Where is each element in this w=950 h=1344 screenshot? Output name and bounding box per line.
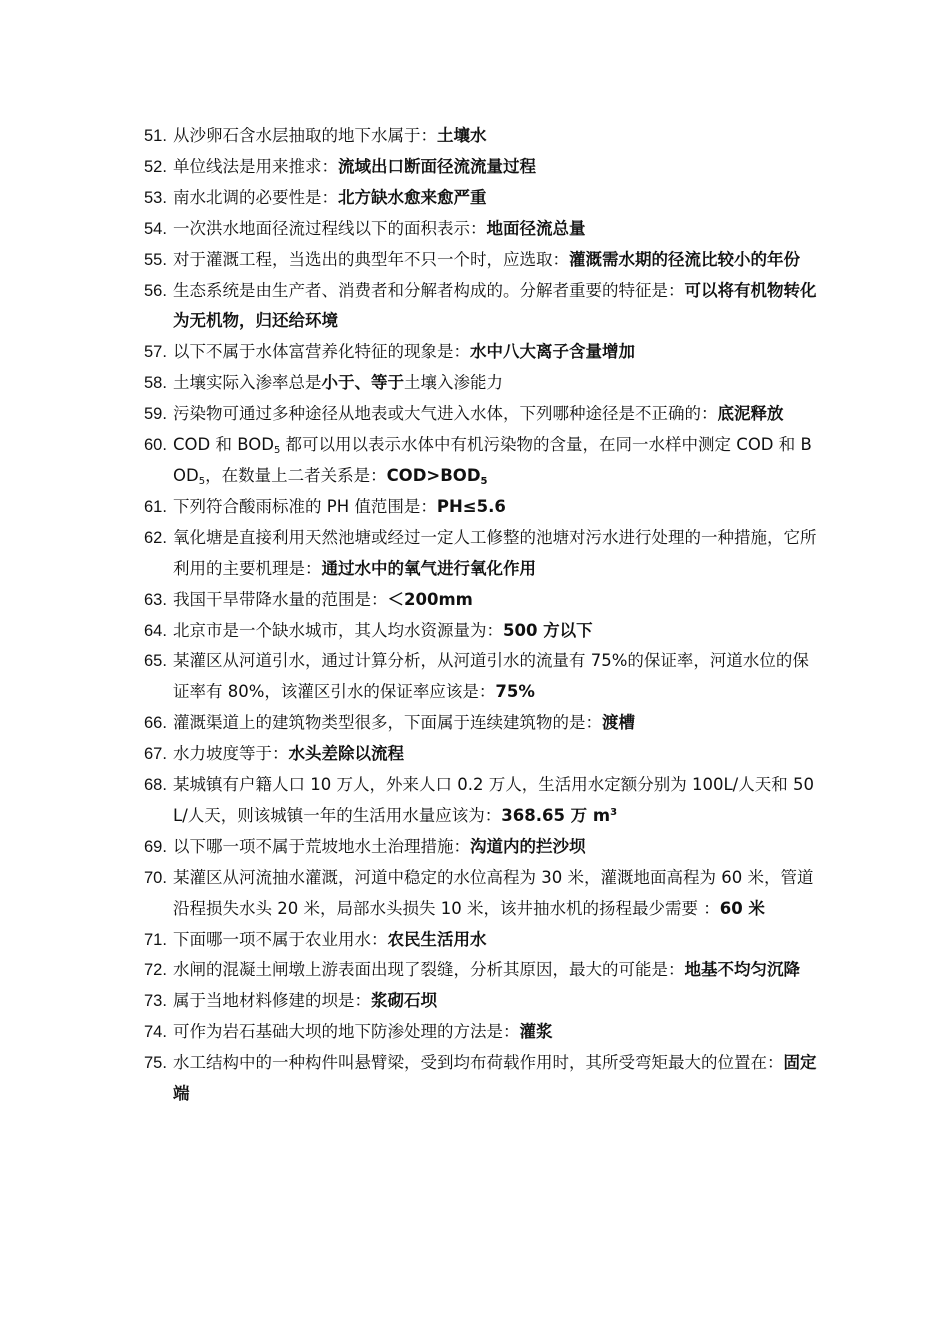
question-number: 60. [144, 436, 167, 455]
answer-text: 5 [480, 475, 488, 487]
question-item [144, 925, 820, 956]
answer-text: 可以将有机物转化为无机物，归还给环境 [173, 280, 817, 331]
question-text: 水力坡度等于： [173, 744, 289, 764]
question-number: 55. [144, 250, 167, 269]
answer-text: 小于、等于 [321, 373, 404, 393]
question-item [144, 1017, 820, 1048]
answer-text: 75% [495, 682, 535, 702]
question-number: 63. [144, 590, 167, 609]
question-number: 75. [144, 1054, 167, 1073]
question-number: 59. [144, 405, 167, 424]
answer-text: 通过水中的氧气进行氧化作用 [321, 558, 536, 578]
question-text: 以下不属于水体富营养化特征的现象是： [173, 342, 470, 362]
question-text: 属于当地材料修建的坝是： [173, 991, 371, 1011]
question-item [144, 955, 820, 986]
question-text: 水闸的混凝土闸墩上游表面出现了裂缝，分析其原因，最大的可能是： [173, 960, 685, 980]
question-number: 73. [144, 992, 167, 1011]
question-item [144, 708, 820, 739]
answer-text: ＜200mm [387, 589, 473, 609]
question-item [144, 430, 820, 492]
question-text: 下面哪一项不属于农业用水： [173, 929, 388, 949]
question-number: 71. [144, 930, 167, 949]
answer-text: 沟道内的拦沙坝 [470, 836, 586, 856]
question-number: 61. [144, 497, 167, 516]
answer-text: COD>BOD [386, 465, 481, 485]
question-text: 生态系统是由生产者、消费者和分解者构成的。分解者重要的特征是： [173, 280, 685, 300]
question-text: 从沙卵石含水层抽取的地下水属于： [173, 126, 437, 145]
question-item [144, 986, 820, 1017]
question-number: 53. [144, 188, 167, 207]
question-text: 氧化塘是直接利用天然池塘或经过一定人工修整的池塘对污水进行处理的一种措施，它所利用的主要机理是： [173, 527, 817, 578]
answer-text: 水头差除以流程 [288, 744, 404, 764]
question-text: 可作为岩石基础大坝的地下防渗处理的方法是： [173, 1022, 520, 1042]
answer-text: 浆砌石坝 [371, 991, 437, 1011]
question-item [144, 214, 820, 245]
question-item [144, 739, 820, 770]
question-text: 以下哪一项不属于荒坡地水土治理措施： [173, 836, 470, 856]
question-item [144, 183, 820, 214]
question-number: 64. [144, 621, 167, 640]
answer-text: 底泥释放 [717, 404, 784, 424]
question-item [144, 368, 820, 399]
answer-text: 灌溉需水期的径流比较小的年份 [569, 249, 800, 269]
question-list [144, 121, 820, 1110]
question-item [144, 337, 820, 368]
question-text: 下列符合酸雨标准的 PH 值范围是： [173, 496, 437, 516]
answer-text: 固定端 [173, 1053, 817, 1104]
question-number: 72. [144, 961, 167, 980]
answer-text: 3 [610, 806, 618, 818]
question-number: 62. [144, 528, 167, 547]
question-item [144, 492, 820, 523]
question-text: 某灌区从河流抽水灌溉，河道中稳定的水位高程为 30 米，灌溉地面高程为 60 米，管道沿程损失水头 20 米，局部水头损失 10 米，该井抽水机的扬程最少需要 ： [173, 867, 814, 918]
question-item [144, 245, 820, 276]
question-item [144, 276, 820, 338]
answer-text: 地面径流总量 [486, 218, 586, 238]
question-text: 一次洪水地面径流过程线以下的面积表示： [173, 218, 487, 238]
question-item [144, 646, 820, 708]
question-text: 5 [198, 475, 206, 487]
question-text: 南水北调的必要性是： [173, 187, 338, 207]
answer-text: 灌浆 [519, 1022, 553, 1042]
answer-text: 农民生活用水 [387, 929, 487, 949]
question-item [144, 585, 820, 616]
question-text: 单位线法是用来推求： [173, 156, 338, 176]
answer-text: 水中八大离子含量增加 [470, 342, 635, 362]
answer-text: 60 米 [719, 898, 765, 918]
question-item [144, 832, 820, 863]
answer-text: 北方缺水愈来愈严重 [338, 187, 487, 207]
answer-text: PH≤5.6 [436, 496, 506, 516]
answer-text: 土壤水 [437, 126, 487, 145]
question-item [144, 152, 820, 183]
answer-text: 地基不均匀沉降 [684, 960, 800, 980]
question-text: 5 [273, 445, 281, 457]
question-item [144, 121, 820, 152]
question-item [144, 863, 820, 925]
question-number: 65. [144, 652, 167, 671]
question-text: 某城镇有户籍人口 10 万人，外来人口 0.2 万人，生活用水定额分别为 100L/人天和 50L/人天，则该城镇一年的生活用水量应该为： [173, 775, 814, 825]
question-text: COD 和 BOD [173, 435, 274, 455]
question-number: 51. [144, 127, 167, 145]
question-item [144, 770, 820, 832]
question-number: 58. [144, 374, 167, 393]
question-text: 北京市是一个缺水城市，其人均水资源量为： [173, 620, 503, 640]
answer-text: 渡槽 [602, 713, 635, 733]
question-text: 我国干旱带降水量的范围是： [173, 589, 388, 609]
question-text: 土壤实际入渗率总是 [173, 373, 322, 393]
question-item [144, 1048, 820, 1110]
question-item [144, 616, 820, 647]
question-text: 对于灌溉工程，当选出的典型年不只一个时，应选取： [173, 249, 569, 269]
question-number: 66. [144, 714, 167, 733]
question-item [144, 523, 820, 585]
question-text: 灌溉渠道上的建筑物类型很多，下面属于连续建筑物的是： [173, 713, 602, 733]
question-text: ，在数量上二者关系是： [205, 465, 387, 485]
question-text: 污染物可通过多种途径从地表或大气进入水体，下列哪种途径是不正确的： [173, 404, 718, 424]
question-text: 某灌区从河道引水，通过计算分析，从河道引水的流量有 75%的保证率，河道水位的保证率有 80%，该灌区引水的保证率应该是： [173, 651, 809, 702]
answer-text: 368.65 万 m [501, 805, 611, 825]
question-number: 57. [144, 343, 167, 362]
answer-text: 流域出口断面径流流量过程 [338, 156, 536, 176]
question-number: 67. [144, 745, 167, 764]
question-number: 68. [144, 776, 167, 795]
question-text: 水工结构中的一种构件叫悬臂梁，受到均布荷载作用时，其所受弯矩最大的位置在： [173, 1053, 784, 1073]
question-text: 都可以用以表示水体中有机污染物的含量，在同一水样中测定 COD 和 BOD [173, 435, 812, 485]
question-text: 土壤入渗能力 [404, 373, 503, 393]
answer-text: 500 方以下 [503, 620, 593, 640]
question-number: 70. [144, 868, 167, 887]
question-number: 56. [144, 281, 167, 300]
question-number: 52. [144, 157, 167, 176]
question-item [144, 399, 820, 430]
question-number: 74. [144, 1023, 167, 1042]
question-number: 54. [144, 219, 167, 238]
question-number: 69. [144, 837, 167, 856]
